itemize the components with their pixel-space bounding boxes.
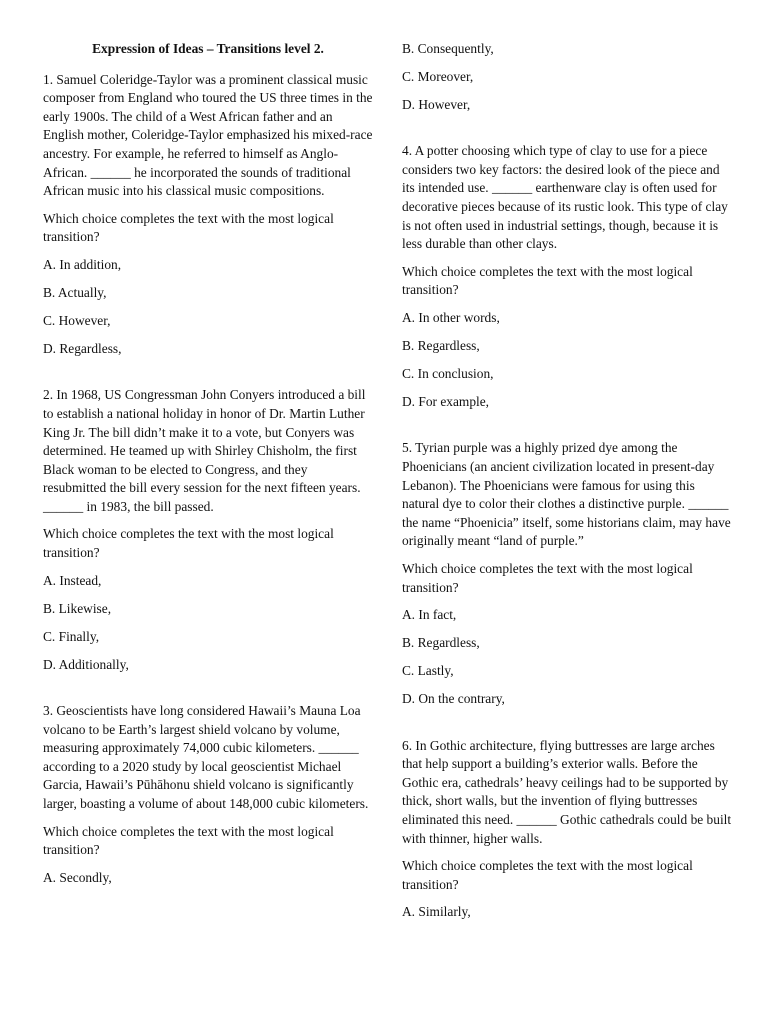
option-c[interactable]: C. Finally, bbox=[43, 628, 100, 644]
question-2 bbox=[43, 386, 373, 674]
option-b[interactable]: B. Consequently, bbox=[402, 41, 494, 56]
question-prompt: Which choice completes the text with the most logical transition? bbox=[402, 560, 693, 595]
option-d[interactable]: D. Regardless, bbox=[43, 341, 122, 357]
page-title: Expression of Ideas – Transitions level 2. bbox=[92, 41, 324, 56]
option-a[interactable]: A. In fact, bbox=[402, 607, 457, 623]
left-column bbox=[43, 40, 373, 897]
option-c[interactable]: C. However, bbox=[43, 313, 111, 329]
option-a[interactable]: A. Instead, bbox=[43, 572, 102, 588]
question-text: 3. Geoscientists have long considered Hawaii’s Mauna Loa volcano to be Earth’s largest shield volcano by volume, measuring approximately 74,000 cubic kilometers. ______ according to a 2020 study by local geoscientist Michael Garcia, Hawaii’s Pūhāhonu shield volcano is significantly larger, boasting a volume of about 148,000 cubic kilometers. bbox=[43, 703, 369, 811]
option-a[interactable]: A. Secondly, bbox=[43, 869, 112, 885]
option-b[interactable]: B. Regardless, bbox=[402, 635, 480, 651]
option-d[interactable]: D. For example, bbox=[402, 394, 490, 410]
question-text: 4. A potter choosing which type of clay to use for a piece considers two key factors: the desired look of the piece and its intended use. ______ earthenware clay is often used for decorative pieces because of its rustic look. This type of clay is not often used in industrial settings, though, because it is less durable than other clays. bbox=[402, 143, 728, 252]
option-a[interactable]: A. In other words, bbox=[402, 310, 500, 326]
question-1 bbox=[43, 71, 373, 359]
question-text: 1. Samuel Coleridge-Taylor was a prominent classical music composer from England who toured the US three times in the early 1900s. The child of a West African father and an English mother, Coleridge-Taylor emphasized his mixed-race ancestry. For example, he referred to himself as Anglo-African. ______ he incorporated the sounds of traditional African music into his classical music compositions. bbox=[43, 71, 373, 199]
question-4 bbox=[402, 142, 732, 412]
option-d[interactable]: D. On the contrary, bbox=[402, 691, 505, 707]
option-d[interactable]: D. However, bbox=[402, 97, 471, 113]
question-5 bbox=[402, 439, 732, 709]
question-text: 6. In Gothic architecture, flying buttresses are large arches that help support a building’s exterior walls. Before the Gothic era, cathedrals’ heavy ceilings had to be supported by thick, short walls, but the invention of flying buttresses eliminated this need. ______ Gothic cathedrals could be built with thinner, higher walls. bbox=[402, 737, 732, 846]
option-c[interactable]: C. Lastly, bbox=[402, 663, 454, 679]
question-text: 5. Tyrian purple was a highly prized dye among the Phoenicians (an ancient civilization located in present-day Lebanon). The Phoenicians were famous for using this natural dye to color their clothes a distinctive purple. ______ the name “Phoenicia” itself, some historians claim, may have originally meant “land of purple.” bbox=[402, 440, 731, 549]
option-b[interactable]: B. Likewise, bbox=[43, 600, 112, 616]
question-prompt: Which choice completes the text with the most logical transition? bbox=[402, 263, 693, 298]
option-c[interactable]: C. Moreover, bbox=[402, 69, 474, 85]
question-3 bbox=[43, 702, 373, 887]
option-d[interactable]: D. Additionally, bbox=[43, 656, 129, 672]
right-column bbox=[402, 40, 732, 931]
question-text: 2. In 1968, US Congressman John Conyers introduced a bill to establish a national holiday in honor of Dr. Martin Luther King Jr. The bill didn’t make it to a vote, but Conyers was determined. He teamed up with Shirley Chisholm, the first Black woman to be elected to Congress, and they resubmitted the bill every session for the next fifteen years. ______ in 1983, the bill passed. bbox=[43, 387, 366, 514]
question-prompt: Which choice completes the text with the most logical transition? bbox=[43, 210, 334, 245]
option-c[interactable]: C. In conclusion, bbox=[402, 366, 494, 382]
question-6 bbox=[402, 737, 732, 922]
question-prompt: Which choice completes the text with the most logical transition? bbox=[43, 823, 334, 858]
question-prompt: Which choice completes the text with the most logical transition? bbox=[402, 858, 693, 892]
question-3-continued bbox=[402, 40, 732, 115]
option-a[interactable]: A. In addition, bbox=[43, 256, 122, 272]
question-prompt: Which choice completes the text with the most logical transition? bbox=[43, 526, 334, 561]
option-b[interactable]: B. Actually, bbox=[43, 285, 107, 301]
option-a[interactable]: A. Similarly, bbox=[402, 904, 471, 920]
option-b[interactable]: B. Regardless, bbox=[402, 338, 480, 354]
